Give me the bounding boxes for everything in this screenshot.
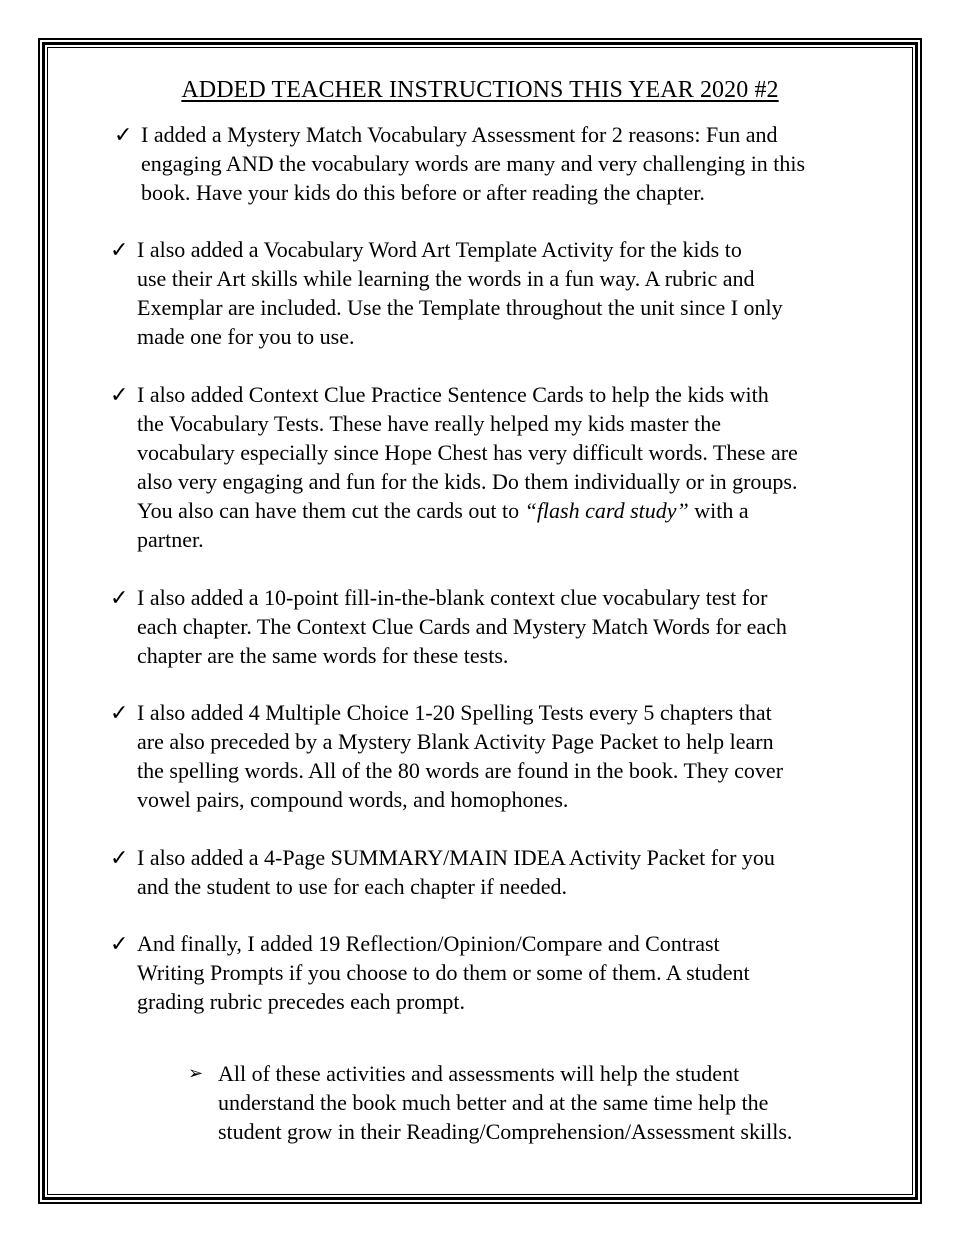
instruction-item-summary-packet: [110, 843, 910, 901]
arrow-bullet-icon: ➢: [188, 1063, 204, 1083]
instruction-item-context-clue-cards: [110, 380, 910, 554]
checkmark-icon: ✓: [110, 382, 129, 407]
instruction-item-spelling-tests: [110, 698, 910, 814]
checkmark-icon: ✓: [110, 237, 129, 262]
instruction-item-word-art: [110, 235, 910, 351]
closing-text: All of these activities and assessments will help the student understand the book much better and at the same time help the student grow in their Reading/Comprehension/Assessment skills.: [218, 1061, 793, 1144]
instruction-item-context-clue-test: [110, 583, 910, 670]
instruction-text: I added a Mystery Match Vocabulary Assessment for 2 reasons: Fun and engaging AND the vocabulary words are many and very challenging in this book. Have your kids do this before or after reading the chapter.: [141, 122, 806, 205]
instruction-item-mystery-match: [114, 120, 914, 207]
instruction-text: And finally, I added 19 Reflection/Opinion/Compare and Contrast Writing Prompts if you choose to do them or some of them. A student grading rubric precedes each prompt.: [137, 931, 750, 1014]
instruction-text-part: I also added Context Clue Practice Sentence Cards to help the kids with the Vocabulary Tests. These have really helped my kids master the vocabulary especially since Hope Chest has very difficult words. These are also very engaging and fun for the kids. Do them individually or in groups. You also can have them cut the cards out to: [137, 382, 798, 523]
checkmark-icon: ✓: [110, 845, 129, 870]
instruction-text: [137, 380, 910, 554]
instruction-text-italic: “flash card study”: [524, 498, 689, 523]
instruction-text: I also added 4 Multiple Choice 1-20 Spelling Tests every 5 chapters that are also preceded by a Mystery Blank Activity Page Packet to help learn the spelling words. All of the 80 words are found in the book. They cover vowel pairs, compound words, and homophones.: [137, 700, 784, 812]
instruction-text-part: with a partner.: [137, 498, 749, 552]
checkmark-icon: ✓: [110, 585, 129, 610]
instruction-text: I also added a 10-point fill-in-the-blank context clue vocabulary test for each chapter. The Context Clue Cards and Mystery Match Words for each chapter are the same words for these tests.: [137, 585, 787, 668]
checkmark-icon: ✓: [114, 122, 133, 147]
instruction-text: I also added a 4-Page SUMMARY/MAIN IDEA Activity Packet for you and the student to use for each chapter if needed.: [137, 845, 775, 899]
instruction-item-writing-prompts: [110, 929, 910, 1016]
closing-note: [188, 1059, 888, 1146]
checkmark-icon: ✓: [110, 700, 129, 725]
instruction-text: I also added a Vocabulary Word Art Template Activity for the kids to use their Art skills while learning the words in a fun way. A rubric and Exemplar are included. Use the Template throughout the unit since I only made one for you to use.: [137, 237, 783, 349]
checkmark-icon: ✓: [110, 931, 129, 956]
page-title: ADDED TEACHER INSTRUCTIONS THIS YEAR 2020 #2: [181, 77, 779, 103]
